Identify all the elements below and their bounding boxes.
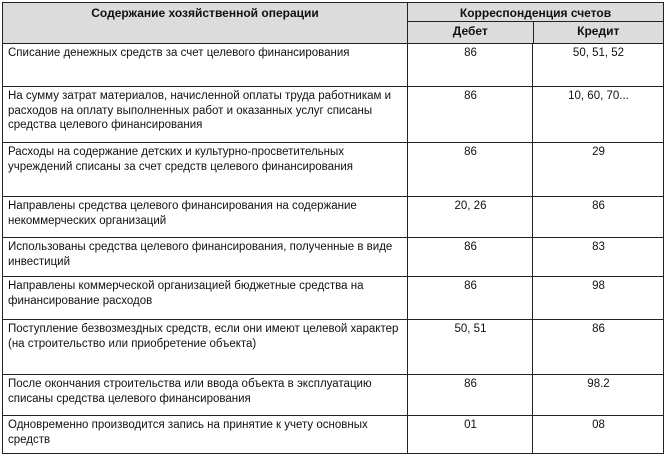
operation-cell: Списание денежных средств за счет целевого финансирования xyxy=(8,47,350,59)
operation-cell: Расходы на содержание детских и культурно-просветительных учреждений списаны за счет средств целевого финансирования xyxy=(8,146,354,173)
kredit-cell: 50, 51, 52 xyxy=(532,44,663,86)
debet-cell: 86 xyxy=(407,375,532,415)
operation-cell: После окончания строительства или ввода объекта в эксплуатацию списаны средства целевого финансирования xyxy=(8,378,372,405)
debet-cell: 50, 51 xyxy=(407,320,532,374)
table-row xyxy=(3,237,663,276)
operation-cell: Поступление безвозмездных средств, если они имеют целевой характер (на строительство или приобретение объекта) xyxy=(8,323,399,350)
operation-cell: Использованы средства целевого финансирования, полученные в виде инвестиций xyxy=(8,241,393,268)
column-header-correspondence: Корреспонденция счетов xyxy=(408,3,663,22)
kredit-cell: 86 xyxy=(532,197,663,237)
debet-cell: 01 xyxy=(407,416,532,453)
kredit-cell: 83 xyxy=(532,238,663,276)
table-row xyxy=(3,86,663,142)
operation-cell: Направлены коммерческой организацией бюджетные средства на финансирование расходов xyxy=(8,280,364,307)
column-header-kredit: Кредит xyxy=(533,22,663,43)
debet-cell: 86 xyxy=(407,44,532,86)
kredit-cell: 08 xyxy=(532,416,663,453)
kredit-cell: 98.2 xyxy=(532,375,663,415)
table-row xyxy=(3,319,663,374)
table-row xyxy=(3,43,663,86)
kredit-cell: 98 xyxy=(532,277,663,319)
debet-cell: 86 xyxy=(407,238,532,276)
table-row xyxy=(3,415,663,453)
operation-cell: Одновременно производится запись на принятие к учету основных средств xyxy=(8,419,368,446)
accounting-entries-table xyxy=(2,2,664,454)
debet-cell: 86 xyxy=(407,87,532,142)
operation-cell: Направлены средства целевого финансирования на содержание некоммерческих организаций xyxy=(8,200,357,227)
column-header-operation: Содержание хозяйственной операции xyxy=(91,6,319,20)
column-header-subheaders xyxy=(408,22,663,43)
table-row xyxy=(3,196,663,237)
debet-cell: 86 xyxy=(407,143,532,196)
operation-cell: На сумму затрат материалов, начисленной оплаты труда работникам и расходов на оплату выполненных работ и оказанных услуг списаны средства целевого финансирования xyxy=(8,90,392,132)
kredit-cell: 10, 60, 70... xyxy=(532,87,663,142)
debet-cell: 20, 26 xyxy=(407,197,532,237)
table-row xyxy=(3,276,663,319)
column-header-debet: Дебет xyxy=(452,24,488,38)
debet-cell: 86 xyxy=(407,277,532,319)
table-row xyxy=(3,374,663,415)
column-header-correspondence-group xyxy=(407,3,663,43)
kredit-cell: 29 xyxy=(532,143,663,196)
table-row xyxy=(3,142,663,196)
table-header xyxy=(3,3,663,43)
kredit-cell: 86 xyxy=(532,320,663,374)
